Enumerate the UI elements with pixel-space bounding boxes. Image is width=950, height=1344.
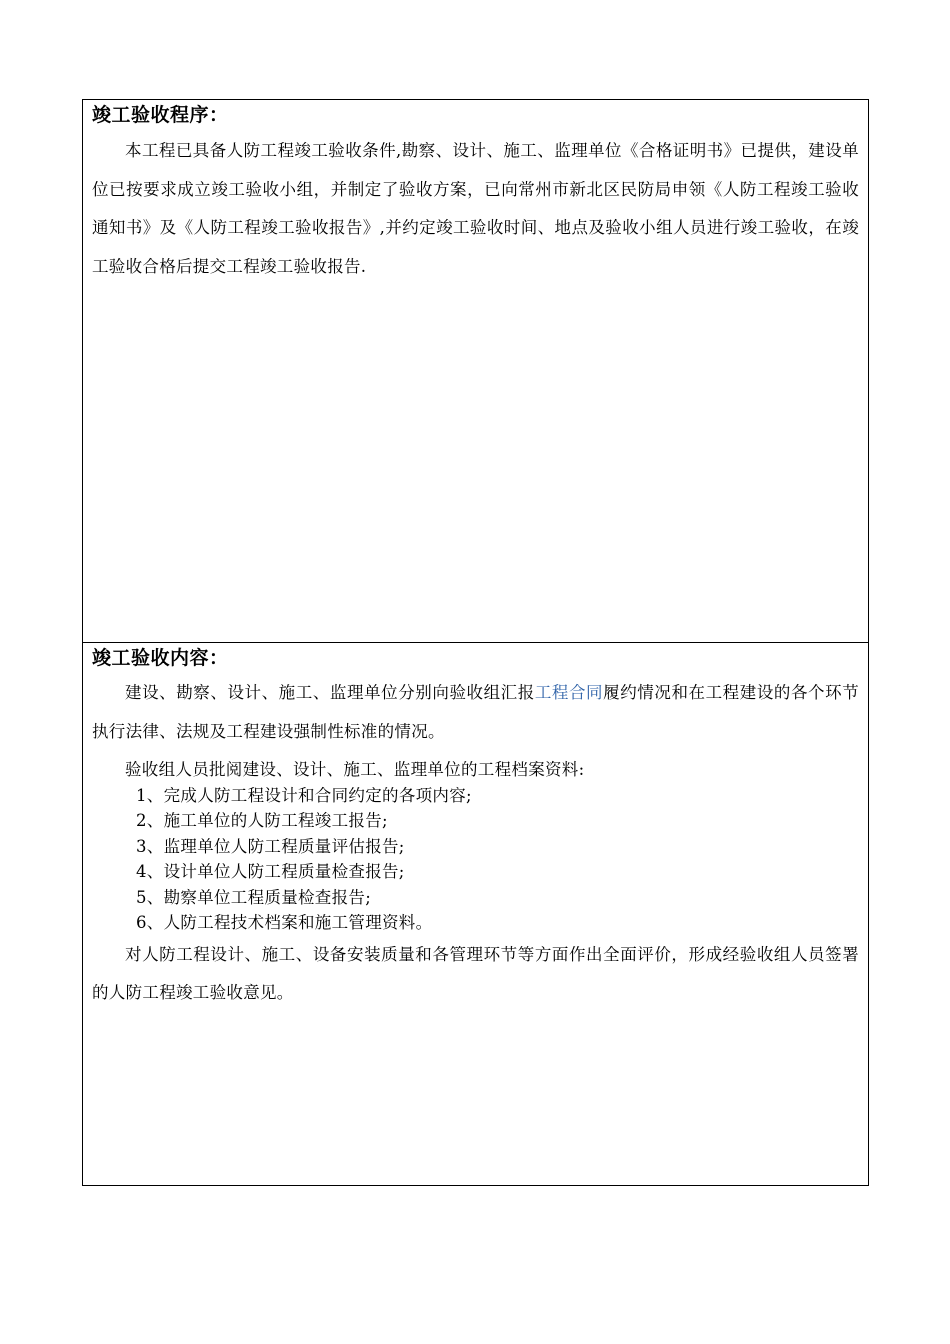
procedure-heading: 竣工验收程序： [92, 104, 229, 126]
list-item: 1、完成人防工程设计和合同约定的各项内容; [136, 785, 472, 805]
archive-review-intro: 验收组人员批阅建设、设计、施工、监理单位的工程档案资料: [125, 760, 585, 779]
content-paragraph-report-start: 建设、勘察、设计、施工、监理单位分别向验收组汇报 [125, 683, 535, 702]
content-closing-paragraph: 对人防工程设计、施工、设备安装质量和各管理环节等方面作出全面评价，形成经验收组人员签署的人防工程竣工验收意见。 [92, 944, 859, 1002]
content-heading: 竣工验收内容： [92, 647, 229, 669]
list-item: 2、施工单位的人防工程竣工报告; [136, 811, 388, 830]
procedure-section [83, 100, 868, 643]
list-item: 3、监理单位人防工程质量评估报告; [136, 836, 405, 856]
contract-link[interactable]: 工程合同 [534, 683, 604, 702]
content-paragraph-report [92, 674, 859, 751]
list-item: 5、勘察单位工程质量检查报告; [136, 887, 372, 907]
content-section [83, 643, 868, 1185]
list-item: 6、人防工程技术档案和施工管理资料。 [136, 913, 433, 932]
list-item: 4、设计单位人防工程质量检查报告; [136, 862, 405, 881]
archive-items-list [92, 783, 859, 936]
content-paragraph-report-end: 履约情况和在工程建设的各个环节执行法律、法规及工程建设强制性标准的情况。 [92, 683, 860, 741]
procedure-paragraph: 本工程已具备人防工程竣工验收条件,勘察、设计、施工、监理单位《合格证明书》已提供，建设单位已按要求成立竣工验收小组，并制定了验收方案，已向常州市新北区民防局申领《人防工程竣工验收通知书》及《人防工程竣工验收报告》,并约定竣工验收时间、地点及验收小组人员进行竣工验收，在竣工验收合格后提交工程竣工验收报告. [92, 141, 859, 276]
acceptance-form-table [82, 99, 869, 1186]
